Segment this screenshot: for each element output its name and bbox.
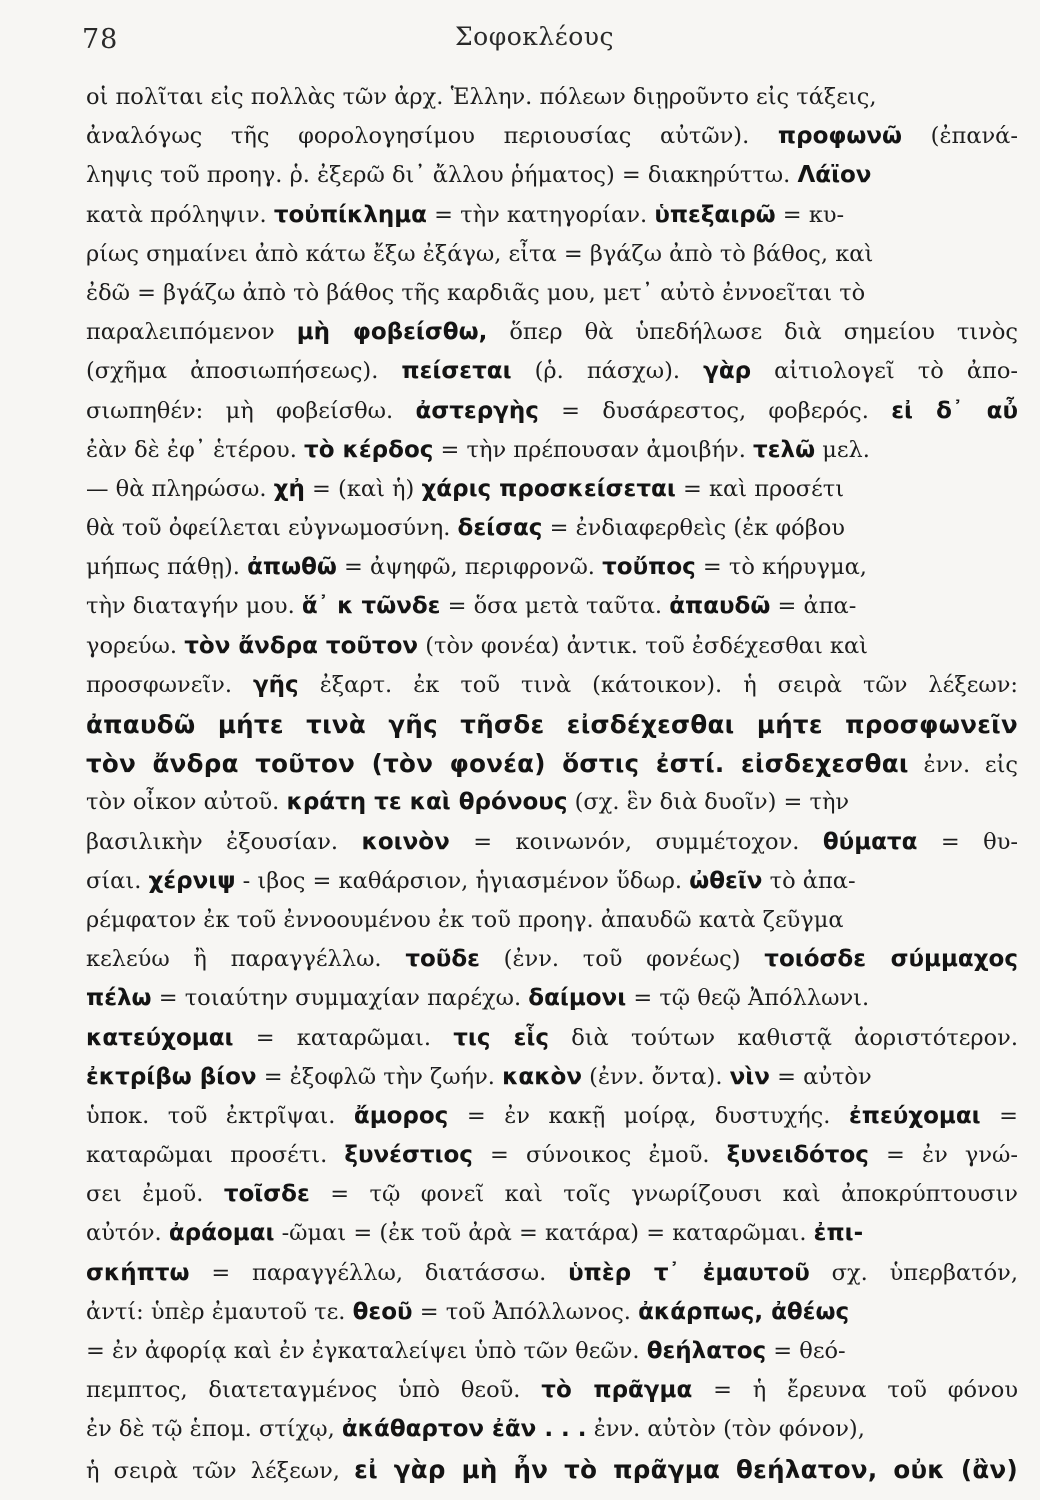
gloss-text: = δυσάρεστος, φοβερός. (538, 397, 892, 424)
gloss-text: (ἐνν. τοῦ φονέως) (479, 946, 765, 973)
gloss-text: ἀντί: ὑπὲρ ἐμαυτοῦ τε. (86, 1298, 353, 1325)
text-line (86, 1254, 1018, 1293)
gloss-text: (σχῆμα ἀποσιωπήσεως). (86, 358, 402, 385)
lemma-term: σκήπτω (86, 1259, 190, 1286)
lemma-term: χἠ (273, 475, 305, 502)
lemma-term: τοῖσδε (223, 1181, 310, 1208)
gloss-text: - ιβος = καθάρσιον, ἡγιασμένον ὕδωρ. (235, 867, 690, 894)
lemma-term: χάρις προσκείσεται (421, 475, 676, 502)
gloss-text: = κοινωνόν, συμμέτοχον. (449, 828, 823, 855)
text-line (86, 783, 1018, 822)
lemma-term: ξυνειδότος (726, 1142, 869, 1169)
text-line (86, 431, 1018, 470)
lemma-term: ἄμορος (353, 1102, 449, 1129)
text-line (86, 1410, 1018, 1449)
lemma-term: εἰ γὰρ μὴ ἦν τὸ πρᾶγμα θεήλατον, οὐκ (ἂν) (354, 1454, 1018, 1484)
running-title: Σοφοκλέους (455, 22, 614, 51)
text-line (86, 1332, 1018, 1371)
lemma-term: ξυνέστιος (344, 1142, 473, 1169)
text-line (86, 1058, 1018, 1097)
text-line (86, 1293, 1018, 1332)
text-line (86, 470, 1018, 509)
gloss-text: = ὅσα μετὰ ταῦτα. (440, 593, 670, 620)
text-line (86, 156, 1018, 195)
gloss-text: = ἐνδιαφερθεὶς (ἐκ φόβου (542, 515, 845, 542)
lemma-term: τοῦδε (405, 946, 480, 973)
text-line (86, 1371, 1018, 1410)
lemma-term: τὸν ἄνδρα τοῦτον (184, 632, 419, 659)
lemma-term: πέλω (86, 985, 152, 1012)
lemma-term: θεοῦ (352, 1298, 413, 1325)
gloss-text: τὸ ἀπα- (762, 867, 856, 894)
lemma-term: ἐπι- (813, 1220, 864, 1247)
lemma-term: κοινὸν (361, 828, 450, 855)
lemma-term: ἀπωθῶ (247, 554, 337, 581)
lemma-term: ἐπεύχομαι (848, 1102, 981, 1129)
lemma-term: δαίμονι (528, 985, 627, 1012)
text-line (86, 235, 1018, 274)
lemma-term: γῆς (253, 671, 299, 698)
gloss-text: πεμπτος, διατεταγμένος ὑπὸ θεοῦ. (86, 1377, 542, 1404)
gloss-text: = ἀψηφῶ, περιφρονῶ. (336, 554, 603, 581)
gloss-text: οἱ πολῖται εἰς πολλὰς τῶν ἀρχ. Ἑλλην. πόλεων διῃροῦντο εἰς τάξεις, (86, 84, 877, 110)
text-line (86, 1175, 1018, 1214)
gloss-text: = τοῦ Ἀπόλλωνος. (412, 1298, 639, 1325)
gloss-text: (ῥ. πάσχω). (511, 358, 704, 385)
text-line (86, 274, 1018, 313)
gloss-text: = τὸ κήρυγμα, (695, 554, 867, 581)
gloss-text: ἀναλόγως τῆς φορολογησίμου περιουσίας αὐτῶν). (86, 123, 778, 150)
gloss-text: ἐξαρτ. ἐκ τοῦ τινὰ (κάτοικον). ἡ σειρὰ τῶν λέξεων: (298, 671, 1018, 698)
gloss-text: = ἐν κακῇ μοίρᾳ, δυστυχής. (448, 1102, 849, 1129)
gloss-text: = ἐν γνώ- (868, 1142, 1018, 1169)
lemma-term: τοιόσδε σύμμαχος (764, 946, 1018, 973)
text-line (86, 940, 1018, 979)
text-line (86, 1214, 1018, 1253)
text-line (86, 1450, 1018, 1489)
text-line (86, 901, 1018, 940)
gloss-text: = ἡ ἔρευνα τοῦ φόνου (692, 1377, 1018, 1404)
lemma-term: Λάϊον (797, 162, 872, 189)
text-line (86, 744, 1018, 783)
lemma-term: τὸ πρᾶγμα (541, 1377, 693, 1404)
lemma-term: γὰρ (703, 358, 752, 385)
lemma-term: τις εἷς (453, 1024, 549, 1051)
gloss-text: διὰ τούτων καθιστᾷ ἀοριστότερον. (548, 1024, 1018, 1051)
text-line (86, 705, 1018, 744)
text-line (86, 823, 1018, 862)
gloss-text: = κυ- (775, 201, 845, 228)
gloss-text: γορεύω. (86, 632, 185, 659)
gloss-text: = καὶ προσέτι (675, 475, 845, 502)
lemma-term: τελῶ (753, 436, 816, 463)
text-line (86, 587, 1018, 626)
gloss-text: σίαι. (86, 867, 149, 894)
gloss-text: = ἐξοφλῶ τὴν ζωήν. (256, 1063, 503, 1090)
gloss-text: σχ. ὑπερβατόν, (809, 1259, 1018, 1286)
gloss-text: σει ἐμοῦ. (86, 1181, 224, 1208)
text-line (86, 979, 1018, 1018)
text-line (86, 1097, 1018, 1136)
lemma-term: ἀκάθαρτον ἐᾶν . . . (341, 1416, 587, 1443)
text-line (86, 352, 1018, 391)
gloss-text: ἐνν. εἰς (908, 752, 1018, 779)
gloss-text: (τὸν φονέα) ἀντικ. τοῦ ἐσδέχεσθαι καὶ (418, 632, 869, 659)
gloss-text: αἰτιολογεῖ τὸ ἀπο- (751, 358, 1018, 385)
gloss-text: = τὴν κατηγορίαν. (426, 201, 655, 228)
gloss-text: = τῷ φονεῖ καὶ τοῖς γνωρίζουσι καὶ ἀποκρύπτουσιν (309, 1181, 1018, 1208)
gloss-text: ληψις τοῦ προηγ. ῥ. ἐξερῶ δι᾽ ἄλλου ῥήματος) = διακηρύττω. (86, 162, 798, 189)
page-number: 78 (82, 24, 119, 55)
text-line (86, 392, 1018, 431)
gloss-text: (ἐπανά- (902, 123, 1018, 150)
gloss-text: = καταρῶμαι. (233, 1024, 454, 1051)
lemma-term: δείσας (457, 515, 543, 542)
gloss-text: = τοιαύτην συμμαχίαν παρέχω. (151, 985, 529, 1012)
gloss-text: = τὴν πρέπουσαν ἀμοιβήν. (433, 436, 754, 463)
lemma-term: ἀράομαι (168, 1220, 275, 1247)
gloss-text: ἐνν. αὐτὸν (τὸν φόνον), (586, 1416, 865, 1443)
gloss-text: βασιλικὴν ἐξουσίαν. (86, 828, 362, 855)
lemma-term: ὠθεῖν (689, 867, 763, 894)
lemma-term: θύματα (822, 828, 918, 855)
lemma-term: ἀστεργὴς (415, 397, 539, 424)
gloss-text: μελ. (815, 436, 870, 463)
gloss-text: καταρῶμαι προσέτι. (86, 1142, 345, 1169)
gloss-text: σιωπηθέν: μὴ φοβείσθω. (86, 397, 416, 424)
lemma-term: προφωνῶ (777, 123, 903, 150)
lemma-term: τοὔπος (602, 554, 696, 581)
gloss-text: = (καὶ ἡ) (304, 475, 422, 502)
gloss-text: = (980, 1102, 1018, 1129)
gloss-text: κατὰ πρόληψιν. (86, 201, 274, 228)
commentary-text (86, 78, 1018, 1489)
gloss-text: = τῷ θεῷ Ἀπόλλωνι. (626, 985, 870, 1012)
lemma-term: πείσεται (401, 358, 512, 385)
lemma-term: ὑπεξαιρῶ (654, 201, 776, 228)
gloss-text: = ἀπα- (770, 593, 857, 620)
gloss-text: παραλειπόμενον (86, 319, 297, 346)
gloss-text: ἡ σειρὰ τῶν λέξεων, (86, 1457, 355, 1484)
text-line (86, 627, 1018, 666)
lemma-term: τὸν ἄνδρα τοῦτον (τὸν φονέα) ὅστις ἐστί. εἰσδεχεσθαι (86, 749, 909, 779)
gloss-text: -ῶμαι = (ἐκ τοῦ ἀρὰ = κατάρα) = καταρῶμαι. (274, 1220, 814, 1247)
text-line (86, 509, 1018, 548)
gloss-text: αὐτόν. (86, 1220, 169, 1247)
gloss-text: θὰ τοῦ ὀφείλεται εὐγνωμοσύνη. (86, 515, 458, 542)
lemma-term: ἀπαυδῶ (669, 593, 771, 620)
gloss-text: ἐν δὲ τῷ ἑπομ. στίχῳ, (86, 1416, 342, 1443)
gloss-text: = θεό- (766, 1338, 846, 1364)
lemma-term: κράτη τε καὶ θρόνους (286, 789, 568, 816)
gloss-text: ὅπερ θὰ ὑπεδήλωσε διὰ σημείου τινὸς (487, 319, 1018, 346)
gloss-text: = αὐτὸν (769, 1063, 872, 1090)
text-line (86, 78, 1018, 117)
lemma-term: ἅ᾽ κ τῶνδε (301, 593, 441, 620)
lemma-term: ἀκάρπως, ἀθέως (638, 1298, 850, 1325)
lemma-term: τὸ κέρδος (304, 436, 434, 463)
lemma-term: μὴ φοβείσθω, (296, 319, 488, 346)
lemma-term: χέρνιψ (148, 867, 236, 894)
text-line (86, 313, 1018, 352)
lemma-term: τοὐπίκλημα (273, 201, 427, 228)
lemma-term: θεήλατος (646, 1338, 767, 1364)
gloss-text: ἐὰν δὲ ἐφ᾽ ἑτέρου. (86, 436, 305, 463)
text-line (86, 548, 1018, 587)
text-line (86, 196, 1018, 235)
gloss-text: μήπως πάθῃ). (86, 554, 248, 581)
lemma-term: ὑπὲρ τ᾽ ἐμαυτοῦ (568, 1259, 810, 1286)
gloss-text: = παραγγέλλω, διατάσσω. (189, 1259, 569, 1286)
gloss-text: = σύνοικος ἐμοῦ. (472, 1142, 727, 1169)
gloss-text: ρίως σημαίνει ἀπὸ κάτω ἔξω ἐξάγω, εἶτα = βγάζω ἀπὸ τὸ βάθος, καὶ (86, 240, 874, 267)
gloss-text: προσφωνεῖν. (86, 671, 254, 698)
gloss-text: τὴν διαταγήν μου. (86, 593, 302, 620)
text-line (86, 1019, 1018, 1058)
gloss-text: (ἐνν. ὄντα). (582, 1063, 730, 1090)
gloss-text: — θὰ πληρώσω. (86, 475, 274, 502)
lemma-term: κατεύχομαι (86, 1024, 234, 1051)
lemma-term: ἀπαυδῶ μήτε τινὰ γῆς τῆσδε εἰσδέχεσθαι μήτε προσφωνεῖν (86, 710, 1018, 739)
lemma-term: κακὸν (502, 1063, 583, 1090)
gloss-text: ἐδῶ = βγάζω ἀπὸ τὸ βάθος τῆς καρδιᾶς μου, μετ᾽ αὐτὸ ἐννοεῖται τὸ (86, 279, 866, 306)
gloss-text: τὸν οἶκον αὐτοῦ. (86, 789, 287, 816)
gloss-text: = ἐν ἀφορίᾳ καὶ ἐν ἐγκαταλείψει ὑπὸ τῶν θεῶν. (86, 1338, 647, 1364)
page-header (0, 18, 1040, 62)
text-line (86, 666, 1018, 705)
text-line (86, 862, 1018, 901)
lemma-term: ἐκτρίβω βίον (86, 1063, 257, 1090)
lemma-term: νὶν (729, 1063, 770, 1090)
gloss-text: ρέμφατον ἐκ τοῦ ἐννοουμένου ἐκ τοῦ προηγ. ἀπαυδῶ κατὰ ζεῦγμα (86, 906, 844, 933)
gloss-text: (σχ. ἓν διὰ δυοῖν) = τὴν (567, 789, 850, 816)
lemma-term: εἰ δ᾽ αὖ (891, 397, 1018, 424)
gloss-text: ὑποκ. τοῦ ἐκτρῖψαι. (86, 1102, 354, 1129)
text-line (86, 1136, 1018, 1175)
text-line (86, 117, 1018, 156)
gloss-text: = θυ- (917, 828, 1018, 855)
gloss-text: κελεύω ἢ παραγγέλλω. (86, 946, 406, 973)
